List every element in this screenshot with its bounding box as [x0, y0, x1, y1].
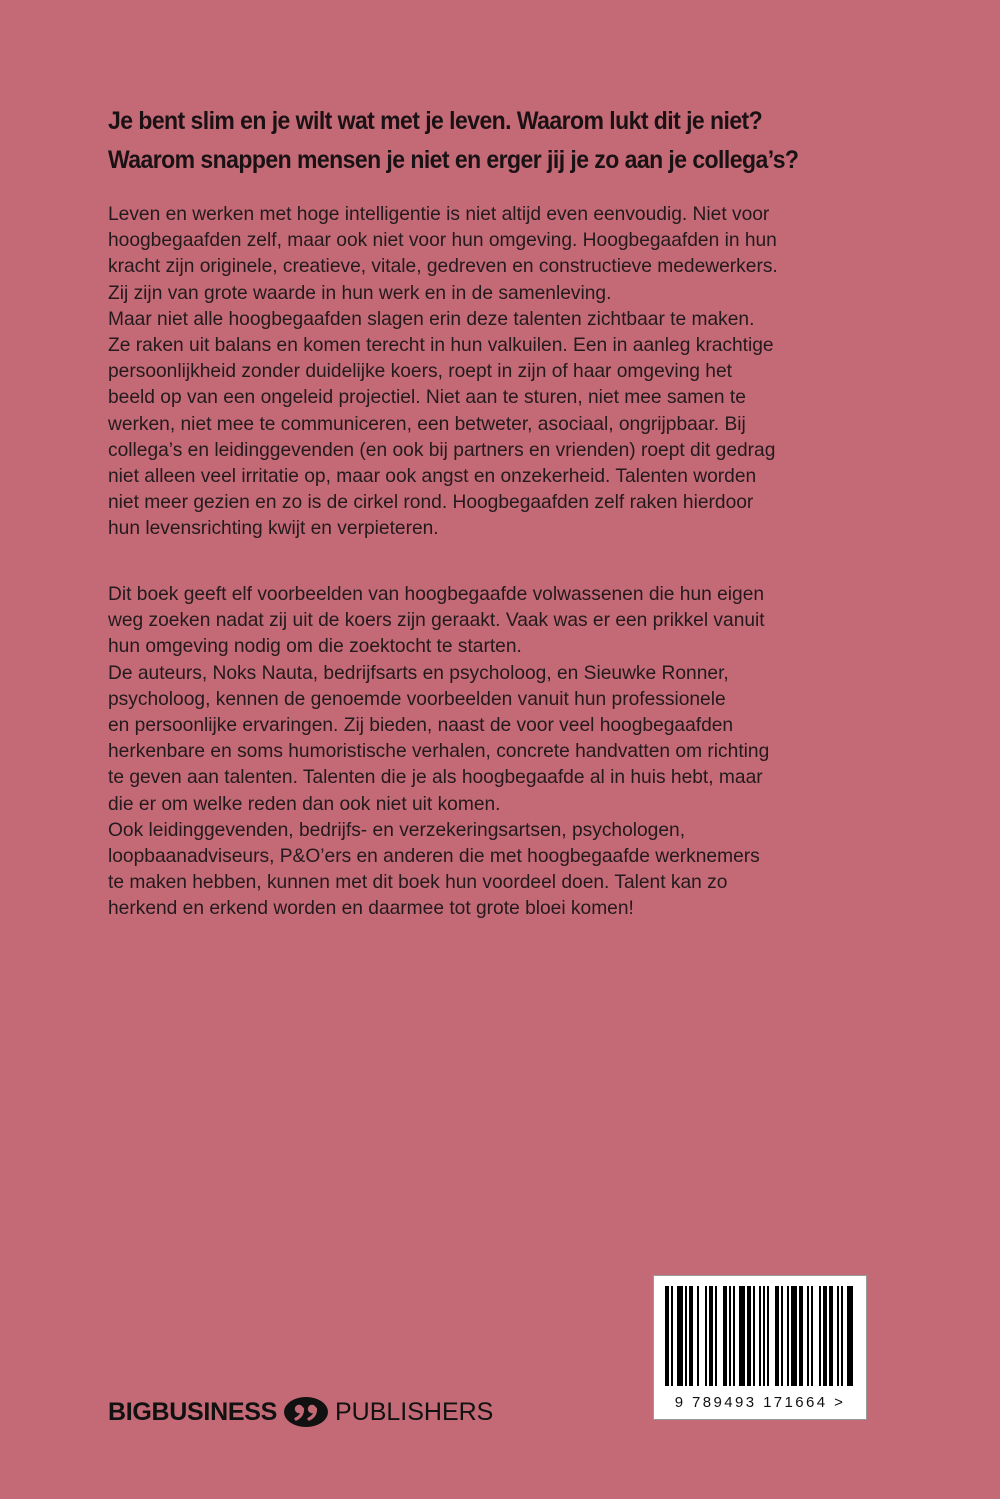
text-line: hun omgeving nodig om die zoektocht te starten.	[108, 636, 522, 658]
text-line: psycholoog, kennen de genoemde voorbeelden vanuit hun professionele	[108, 688, 726, 710]
barcode-bar	[763, 1286, 765, 1386]
barcode-bar	[787, 1286, 789, 1386]
barcode-bar	[767, 1286, 769, 1386]
barcode-bar	[759, 1286, 761, 1386]
text-line: loopbaanadviseurs, P&O’ers en anderen die met hoogbegaafde werknemers	[108, 846, 760, 868]
barcode-bar	[671, 1286, 673, 1386]
barcode-bar	[747, 1286, 751, 1386]
barcode-bar	[705, 1286, 707, 1386]
isbn-number: 9 789493 171664 >	[674, 1394, 846, 1411]
publisher-name-bold: BIGBUSINESS	[108, 1397, 277, 1426]
text-line: Ze raken uit balans en komen terecht in hun valkuilen. Een in aanleg krachtige	[108, 335, 774, 357]
barcode-bar	[847, 1286, 853, 1386]
barcode-bar	[753, 1286, 755, 1386]
barcode-bar	[807, 1286, 809, 1386]
barcode-bar	[729, 1286, 731, 1386]
barcode-bar	[665, 1286, 669, 1386]
barcode-bar	[715, 1286, 717, 1386]
text-line: Ook leidinggevenden, bedrijfs- en verzekeringsartsen, psychologen,	[108, 819, 686, 841]
text-line: Dit boek geeft elf voorbeelden van hoogbegaafde volwassenen die hun eigen	[108, 584, 765, 605]
barcode-bar	[677, 1286, 683, 1386]
text-line: hoogbegaafden zelf, maar ook niet voor hun omgeving. Hoogbegaafden in hun	[108, 230, 777, 252]
barcode-bars	[654, 1276, 866, 1394]
text-line: persoonlijkheid zonder duidelijke koers, roept in zijn of haar omgeving het	[108, 361, 732, 383]
text-line: Leven en werken met hoge intelligentie is niet altijd even eenvoudig. Niet voor	[108, 204, 770, 225]
text-line: herkend en erkend worden en daarmee tot grote bloei komen!	[108, 898, 634, 920]
barcode-bar	[781, 1286, 783, 1386]
text-line: Maar niet alle hoogbegaafden slagen erin deze talenten zichtbaar te maken.	[108, 308, 755, 330]
barcode-bar	[685, 1286, 687, 1386]
text-line: hun levensrichting kwijt en verpieteren.	[108, 518, 439, 540]
text-line: collega’s en leidinggevenden (en ook bij partners en vrienden) roept dit gedrag	[108, 439, 776, 461]
isbn-barcode	[653, 1275, 867, 1420]
text-line: weg zoeken nadat zij uit de koers zijn geraakt. Vaak was er een prikkel vanuit	[108, 610, 765, 632]
text-line: beeld op van een ongeleid projectiel. Niet aan te sturen, niet mee samen te	[108, 387, 746, 409]
barcode-bar	[823, 1286, 827, 1386]
barcode-bar	[811, 1286, 813, 1386]
headline-line: Waarom snappen mensen je niet en erger jij je zo aan je collega’s?	[108, 146, 799, 174]
text-line: kracht zijn originele, creatieve, vitale, gedreven en constructieve medewerkers.	[108, 256, 778, 278]
barcode-bar	[829, 1286, 833, 1386]
text-line: te maken hebben, kunnen met dit boek hun voordeel doen. Talent kan zo	[108, 872, 728, 894]
barcode-bar	[799, 1286, 803, 1386]
text-line: niet alleen veel irritatie op, maar ook angst en onzekerheid. Talenten worden	[108, 466, 757, 488]
quote-mark-icon	[283, 1396, 329, 1428]
paragraph-intro	[108, 202, 908, 543]
headline-line: Je bent slim en je wilt wat met je leven. Waarom lukt dit je niet?	[108, 107, 763, 135]
text-line: herkenbare en soms humoristische verhalen, concrete handvatten om richting	[108, 741, 770, 763]
barcode-bar	[709, 1286, 713, 1386]
text-line: die er om welke reden dan ook niet uit komen.	[108, 793, 501, 815]
barcode-bar	[697, 1286, 699, 1386]
publisher-name-regular: PUBLISHERS	[334, 1397, 494, 1426]
barcode-bar	[733, 1286, 735, 1386]
barcode-bar	[723, 1286, 727, 1386]
barcode-bar	[689, 1286, 693, 1386]
headline	[108, 102, 844, 180]
text-line: en persoonlijke ervaringen. Zij bieden, naast de voor veel hoogbegaafden	[108, 715, 734, 737]
text-line: te geven aan talenten. Talenten die je als hoogbegaafde al in huis hebt, maar	[108, 767, 763, 789]
text-line: De auteurs, Noks Nauta, bedrijfsarts en psycholoog, en Sieuwke Ronner,	[108, 662, 729, 684]
text-line: werken, niet mee te communiceren, een betweter, asociaal, ongrijpbaar. Bij	[108, 413, 746, 435]
barcode-bar	[775, 1286, 779, 1386]
paragraph-book	[108, 582, 908, 923]
barcode-bar	[819, 1286, 821, 1386]
barcode-bar	[841, 1286, 843, 1386]
barcode-bar	[791, 1286, 797, 1386]
barcode-bar	[739, 1286, 745, 1386]
text-line: niet meer gezien en zo is de cirkel rond. Hoogbegaafden zelf raken hierdoor	[108, 492, 754, 514]
barcode-bar	[837, 1286, 839, 1386]
publisher-logo	[108, 1395, 493, 1429]
text-line: Zij zijn van grote waarde in hun werk en in de samenleving.	[108, 282, 612, 304]
